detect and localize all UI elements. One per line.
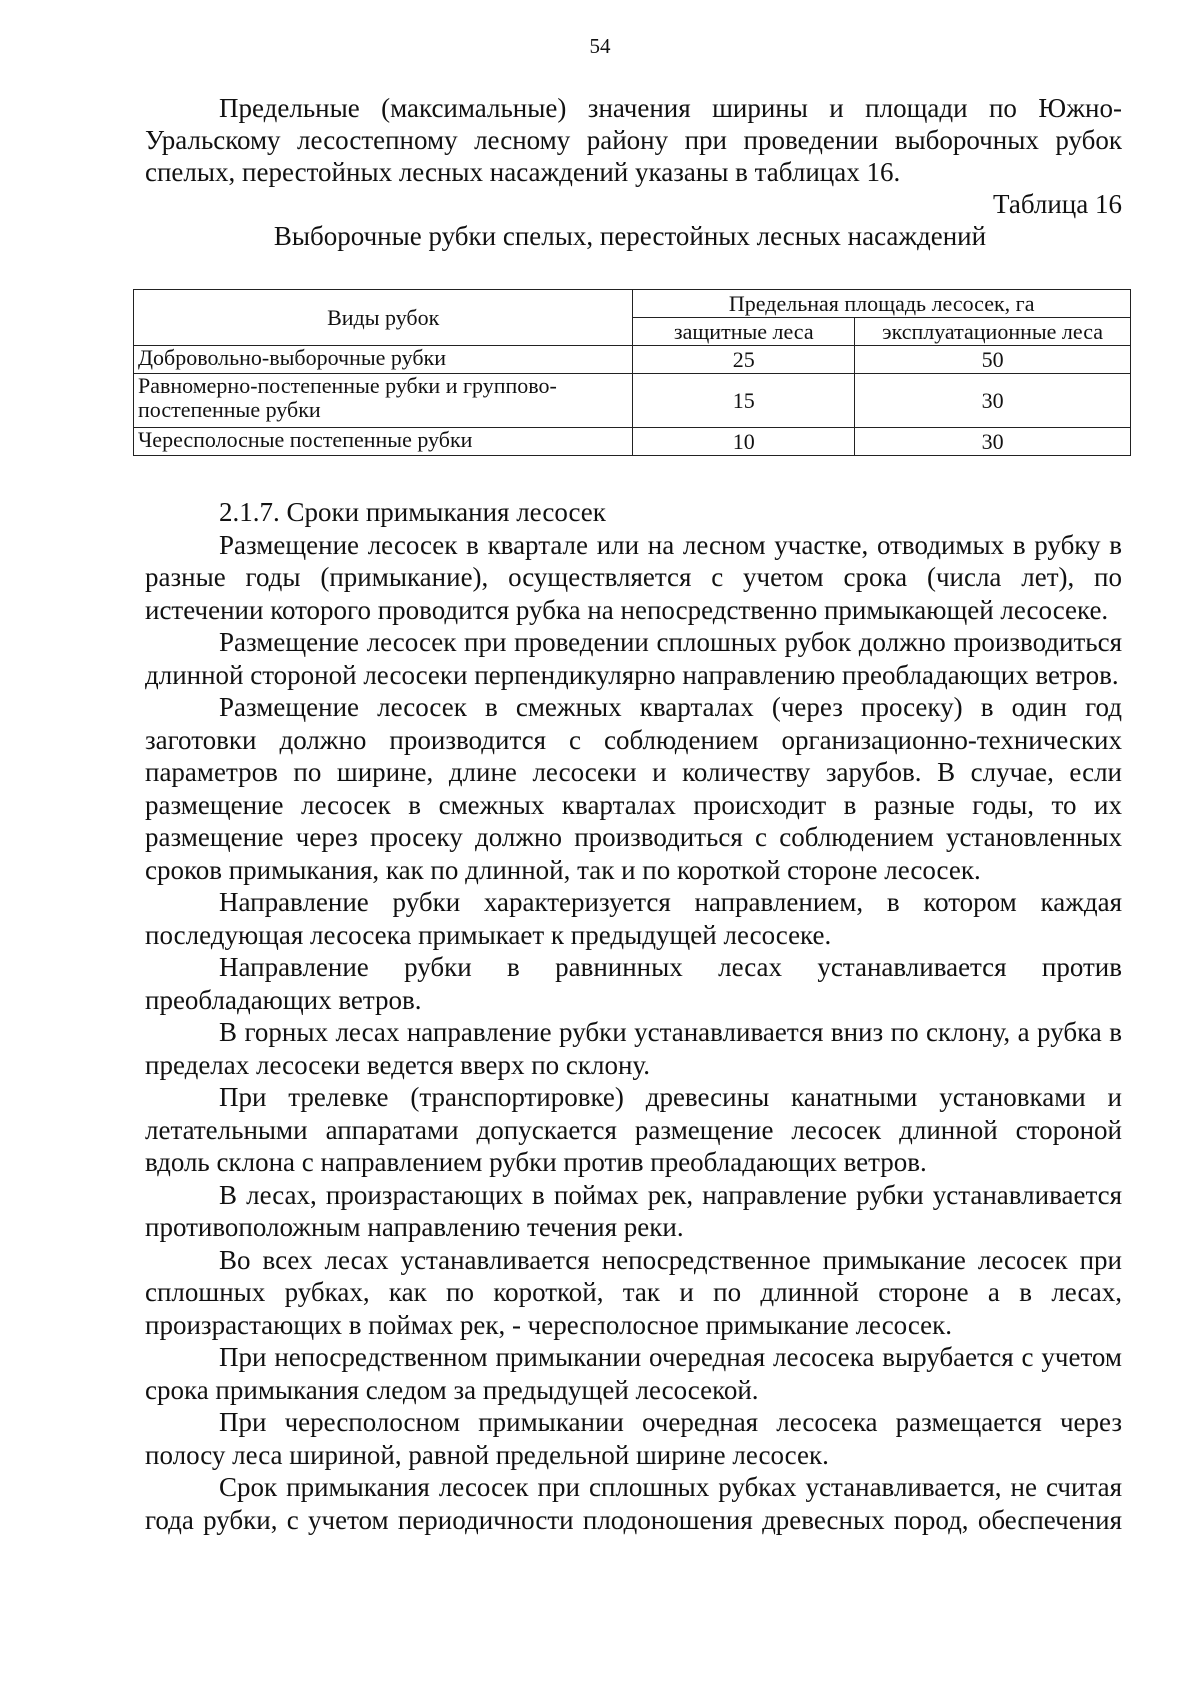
- row-name: Равномерно-постепенные рубки и группово-постепенные рубки: [134, 374, 633, 428]
- row-exploitation-value: 50: [855, 346, 1131, 374]
- row-name: Чересполосные постепенные рубки: [134, 428, 633, 456]
- row-protective-value: 10: [633, 428, 855, 456]
- header-protective-forests: защитные леса: [633, 318, 855, 346]
- row-name: Добровольно-выборочные рубки: [134, 346, 633, 374]
- paragraph: Размещение лесосек при проведении сплошных рубок должно производиться длинной стороной лесосеки перпендикулярно направлению преобладающих ветров.: [145, 627, 1122, 690]
- paragraph: Размещение лесосек в смежных кварталах (через просеку) в один год заготовки должно производится с соблюдением организационно-технических параметров по ширине, длине лесосеки и количеству зарубов. В случае, если размещение лесосек в смежных кварталах происходит в разные годы, то их размещение через просеку должно производиться с соблюдением установленных сроков примыкания, как по длинной, так и по короткой стороне лесосек.: [145, 692, 1122, 885]
- row-protective-value: 25: [633, 346, 855, 374]
- section-body: [145, 496, 1122, 1536]
- paragraph: При чересполосном примыкании очередная лесосека размещается через полосу леса шириной, равной предельной ширине лесосек.: [145, 1407, 1122, 1470]
- table-row: [134, 374, 1131, 428]
- paragraph: Размещение лесосек в квартале или на лесном участке, отводимых в рубку в разные годы (примыкание), осуществляется с учетом срока (числа лет), по истечении которого проводится рубка на непосредственно примыкающей лесосеке.: [145, 529, 1122, 625]
- header-area-limit: Предельная площадь лесосек, га: [633, 290, 1131, 318]
- header-exploitation-forests: эксплуатационные леса: [855, 318, 1131, 346]
- table-row: [134, 346, 1131, 374]
- cutting-limits-table: [133, 289, 1131, 456]
- row-exploitation-value: 30: [855, 374, 1131, 428]
- paragraph: Направление рубки в равнинных лесах устанавливается против преобладающих ветров.: [145, 952, 1122, 1015]
- row-protective-value: 15: [633, 374, 855, 428]
- paragraph: Направление рубки характеризуется направлением, в котором каждая последующая лесосека примыкает к предыдущей лесосеке.: [145, 887, 1122, 950]
- section-heading: 2.1.7. Сроки примыкания лесосек: [219, 497, 606, 527]
- intro-paragraph: Предельные (максимальные) значения ширины и площади по Южно-Уральскому лесостепному лесному району при проведении выборочных рубок спелых, перестойных лесных насаждений указаны в таблицах 16.: [145, 93, 1122, 187]
- table-title: Выборочные рубки спелых, перестойных лесных насаждений: [273, 221, 987, 251]
- paragraph: Во всех лесах устанавливается непосредственное примыкание лесосек при сплошных рубках, как по короткой, так и по длинной стороне а в лесах, произрастающих в поймах рек, - чересполосное примыкание лесосек.: [145, 1244, 1122, 1340]
- row-exploitation-value: 30: [855, 428, 1131, 456]
- paragraph: В горных лесах направление рубки устанавливается вниз по склону, а рубка в пределах лесосеки ведется вверх по склону.: [145, 1017, 1122, 1080]
- paragraph: В лесах, произрастающих в поймах рек, направление рубки устанавливается противоположным направлению течения реки.: [145, 1179, 1122, 1242]
- header-cutting-types: Виды рубок: [134, 290, 633, 346]
- paragraph: При непосредственном примыкании очередная лесосека вырубается с учетом срока примыкания следом за предыдущей лесосекой.: [145, 1342, 1122, 1405]
- intro-text: [145, 92, 1122, 188]
- page-number: 54: [589, 34, 611, 58]
- paragraph: Срок примыкания лесосек при сплошных рубках устанавливается, не считая года рубки, с учетом периодичности плодоношения древесных пород, обеспечения: [145, 1472, 1122, 1535]
- paragraph: При трелевке (транспортировке) древесины канатными установками и летательными аппаратами допускается размещение лесосек длинной стороной вдоль склона с направлением рубки против преобладающих ветров.: [145, 1082, 1122, 1177]
- table-row: [134, 428, 1131, 456]
- table-label: Таблица 16: [993, 189, 1122, 219]
